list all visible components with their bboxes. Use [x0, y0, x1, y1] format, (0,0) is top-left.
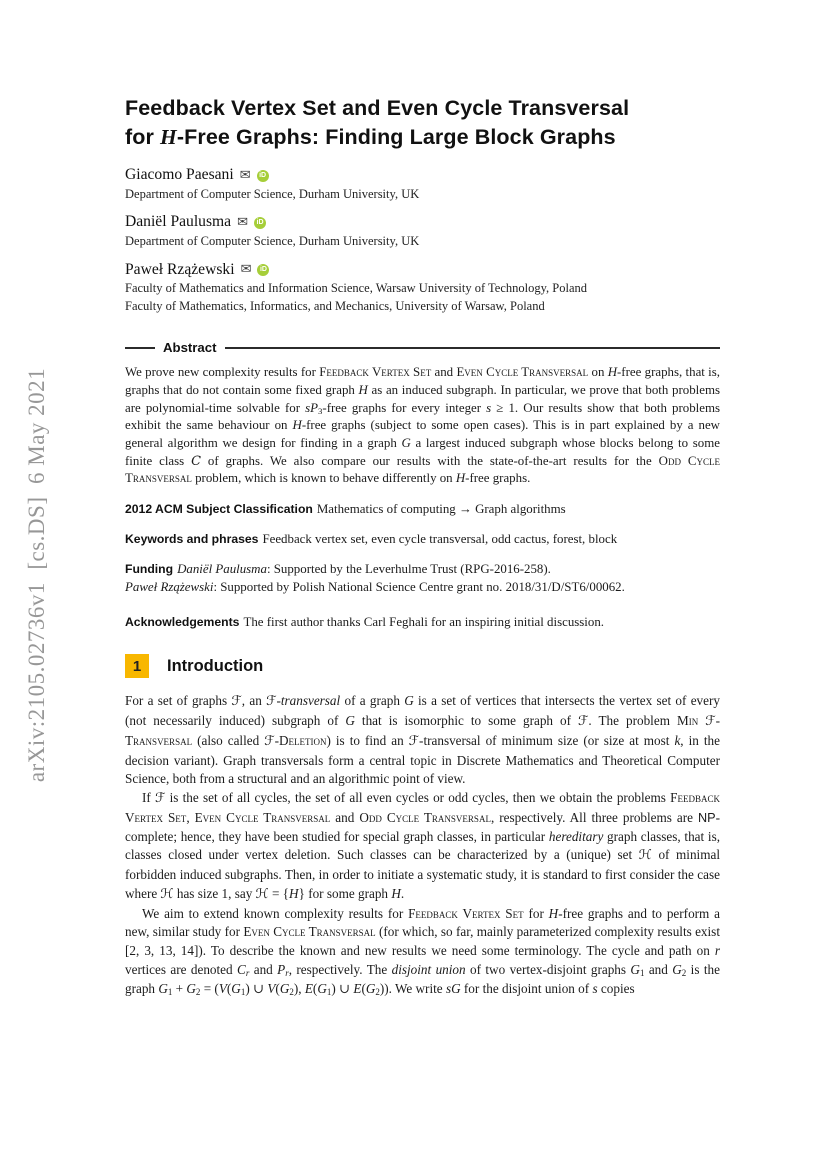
author-name-row — [125, 212, 720, 232]
funding-line: Paweł Rzążewski: Supported by Polish National Science Centre grant no. 2018/31/D/ST6/00062. — [125, 580, 625, 595]
author-block — [125, 165, 720, 203]
abstract-rule-left — [125, 347, 155, 349]
meta-label: 2012 ACM Subject Classification — [125, 501, 313, 516]
paper-title — [125, 94, 720, 152]
title-line-1: Feedback Vertex Set and Even Cycle Transversal — [125, 96, 630, 120]
meta-funding — [125, 560, 720, 596]
author-name: Daniël Paulusma — [125, 213, 232, 231]
orcid-icon[interactable]: iD — [257, 170, 269, 182]
paragraph: We aim to extend known complexity results for Feedback Vertex Set for H-free graphs and to perform a new, similar study for Even Cycle Transversal (for which, so far, mainly parameterized complexity results exist [2, 3, 13, 14]). To describe the known and new results we need some terminology. The cycle and path on r vertices are denoted Cr and Pr, respectively. The disjoint union of two vertex-disjoint graphs $G_1$ and $G_2$ is the graph $G_1 + G_2 = (V(G_1)$ ∪ $V(G_2)$, $E(G_1)$ ∪ $E(G_2)$). We write sG for the disjoint union of s copies — [125, 905, 720, 997]
author-affiliation: Faculty of Mathematics, Informatics, and Mechanics, University of Warsaw, Poland — [125, 298, 545, 313]
meta-label: Keywords and phrases — [125, 532, 259, 547]
author-name-row — [125, 260, 720, 280]
email-icon[interactable]: ✉ — [237, 215, 249, 231]
email-icon[interactable]: ✉ — [239, 168, 251, 184]
meta-label: Funding — [125, 562, 174, 577]
author-block — [125, 260, 720, 316]
section-number-badge: 1 — [125, 654, 149, 678]
title-line-2: for H-Free Graphs: Finding Large Block Graphs — [125, 125, 616, 150]
meta-text: The first author thanks Carl Feghali for an inspiring initial discussion. — [243, 615, 604, 630]
orcid-icon[interactable]: iD — [257, 264, 269, 276]
author-name-row — [125, 165, 720, 185]
email-icon[interactable]: ✉ — [240, 262, 252, 278]
author-affiliation: Department of Computer Science, Durham University, UK — [125, 186, 420, 201]
paragraph: If ℱ is the set of all cycles, the set of all even cycles or odd cycles, then we obtain the problems Feedback Vertex Set, Even Cycle Transversal and Odd Cycle Transversal, respectively. All three problems are NP-complete; hence, they have been studied for special graph classes, in particular hereditary graph classes, that is, classes closed under vertex deletion. Such classes can be characterized by a (unique) set ℋ of minimal forbidden induced subgraphs. Then, in order to initiate a systematic study, it is standard to first consider the case where ℋ has size 1, say ℋ = {H} for some graph H. — [125, 790, 721, 902]
meta-text: Feedback vertex set, even cycle transversal, odd cactus, forest, block — [262, 532, 618, 547]
abstract-heading-row — [125, 340, 720, 355]
author-affiliation: Faculty of Mathematics and Information Science, Warsaw University of Technology, Poland — [125, 280, 588, 295]
meta-text: Daniël Paulusma: Supported by the Leverhulme Trust (RPG-2016-258). — [177, 562, 551, 577]
paper-content — [125, 0, 720, 998]
abstract-rule-right — [225, 347, 721, 349]
author-list — [125, 165, 720, 315]
author-block — [125, 212, 720, 250]
section-heading — [125, 654, 720, 678]
orcid-icon[interactable]: iD — [254, 217, 266, 229]
author-name: Giacomo Paesani — [125, 166, 234, 184]
meta-acm-classification — [125, 500, 720, 518]
paragraph: For a set of graphs ℱ, an ℱ-transversal of a graph G is a set of vertices that intersects the vertex set of every (not necessarily induced) subgraph of G that is isomorphic to some graph of ℱ. The problem Min ℱ-Transversal (also called ℱ-Deletion) is to find an ℱ-transversal of minimum size (or size at most k, in the decision variant). Graph transversals form a central topic in Discrete Mathematics and Theoretical Computer Science, both from a structural and an algorithmic point of view. — [125, 693, 721, 787]
section-title: Introduction — [167, 656, 264, 675]
abstract-heading: Abstract — [163, 340, 217, 356]
meta-text: Mathematics of computing → Graph algorithms — [316, 501, 566, 516]
abstract-text: We prove new complexity results for Feedback Vertex Set and Even Cycle Transversal on H-free graphs, that is, graphs that do not contain some fixed graph H as an induced subgraph. In particular, we prove that both problems are polynomial-time solvable for $sP_3$-free graphs for every integer s ≥ 1. Our results show that both problems exhibit the same behaviour on H-free graphs (subject to some open cases). This is in part explained by a new general algorithm we design for finding in a graph G a largest induced subgraph whose blocks belong to some finite class C of graphs. We also compare our results with the state-of-the-art results for the Odd Cycle Transversal problem, which is known to behave differently on H-free graphs. — [125, 365, 721, 486]
author-affiliation: Department of Computer Science, Durham University, UK — [125, 233, 420, 248]
author-name: Paweł Rzążewski — [125, 260, 235, 278]
meta-acknowledgements — [125, 613, 720, 631]
arxiv-watermark: arXiv:2105.02736v1 [cs.DS] 6 May 2021 — [24, 367, 49, 783]
meta-label: Acknowledgements — [125, 615, 240, 630]
meta-keywords — [125, 530, 720, 548]
funding-line — [125, 560, 720, 578]
